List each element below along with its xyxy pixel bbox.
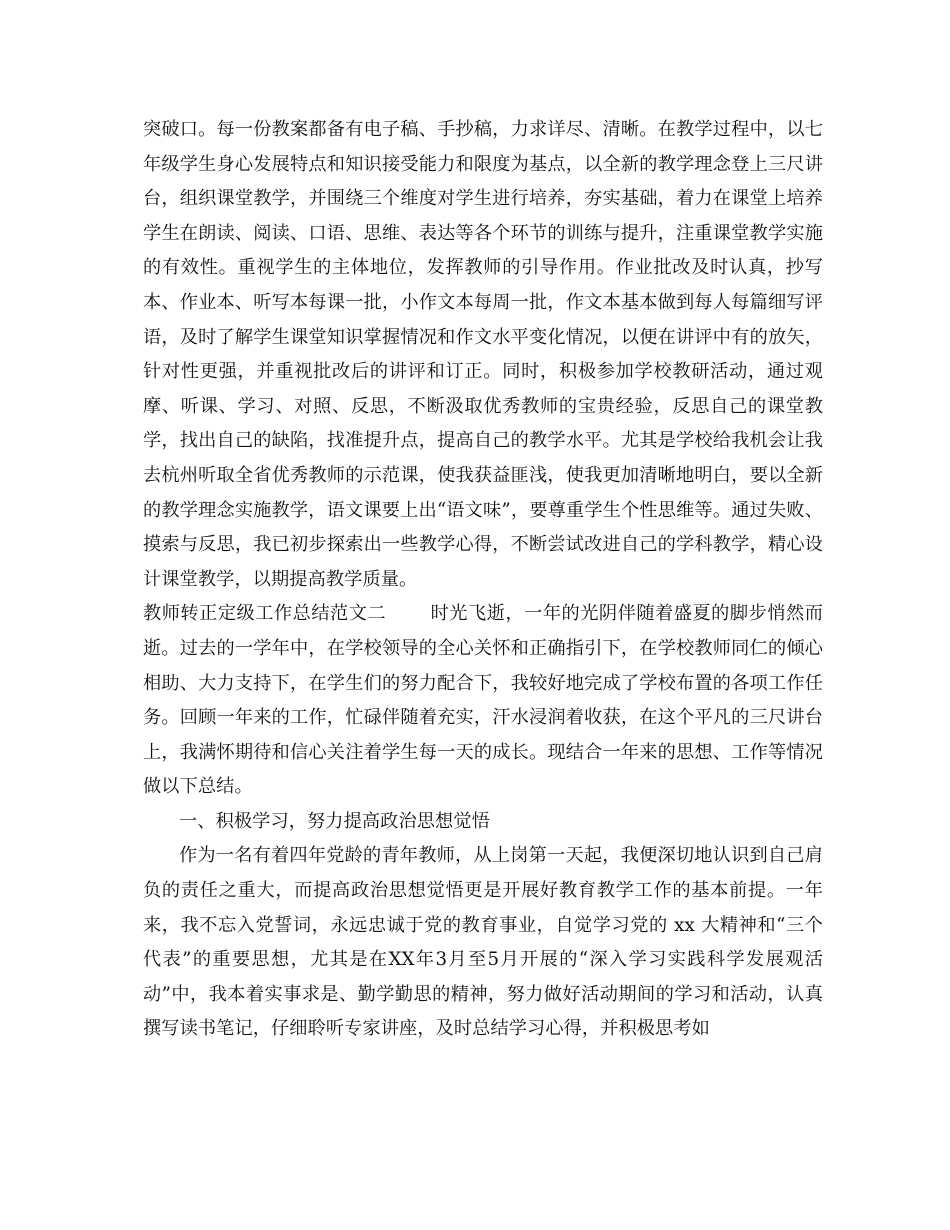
document-body [143,113,823,1047]
section-heading-political-study: 一、积极学习，努力提高政治思想觉悟 [179,810,490,832]
paragraph-teaching-methods: 突破口。每一份教案都备有电子稿、手抄稿，力求详尽、清晰。在教学过程中，以七年级学生身心发展特点和知识接受能力和限度为基点，以全新的教学理念登上三尺讲台，组织课堂教学，并围绕三个维度对学生进行培养，夯实基础，着力在课堂上培养学生在朗读、阅读、口语、思维、表达等各个环节的训练与提升，注重课堂教学实施的有效性。重视学生的主体地位，发挥教师的引导作用。作业批改及时认真，抄写本、作业本、听写本每课一批，小作文本每周一批，作文本基本做到每人每篇细写评语，及时了解学生课堂知识掌握情况和作文水平变化情况，以便在讲评中有的放矢，针对性更强，并重视批改后的讲评和订正。同时，积极参加学校教研活动，通过观摩、听课、学习、对照、反思，不断汲取优秀教师的宝贵经验，反思自己的课堂教学，找出自己的缺陷，找准提升点，提高自己的教学水平。尤其是学校给我机会让我去杭州听取全省优秀教师的示范课，使我获益匪浅，使我更加清晰地明白，要以全新的教学理念实施教学，语文课要上出“语文味”，要尊重学生个性思维等。通过失败、摸索与反思，我已初步探索出一些教学心得，不断尝试改进自己的学科教学，精心设计课堂教学，以期提高教学质量。 [143,119,823,590]
paragraph-political-study: 作为一名有着四年党龄的青年教师，从上岗第一天起，我便深切地认识到自己肩负的责任之重大，而提高政治思想觉悟更是开展好教育教学工作的基本前提。一年来，我不忘入党誓词，永远忠诚于党的教育事业，自觉学习党的 xx 大精神和“三个代表”的重要思想，尤其是在XX年3月至5月开展的“深入学习实践科学发展观活动”中，我本着实事求是、勤学勤思的精神，努力做好活动期间的学习和活动，认真撰写读书笔记，仔细聆听专家讲座，及时总结学习心得，并积极思考如 [143,845,823,1040]
section-title: 教师转正定级工作总结范文二 [143,603,387,625]
summary-intro-text: 时光飞逝，一年的光阴伴随着盛夏的脚步悄然而逝。过去的一学年中，在学校领导的全心关怀和正确指引下，在学校教师同仁的倾心相助、大力支持下，在学生们的努力配合下，我较好地完成了学校布置的各项工作任务。回顾一年来的工作，忙碌伴随着充实，汗水浸润着收获，在这个平凡的三尺讲台上，我满怀期待和信心关注着学生每一天的成长。现结合一年来的思想、工作等情况做以下总结。 [143,603,823,798]
paragraph-summary-intro [143,597,823,805]
